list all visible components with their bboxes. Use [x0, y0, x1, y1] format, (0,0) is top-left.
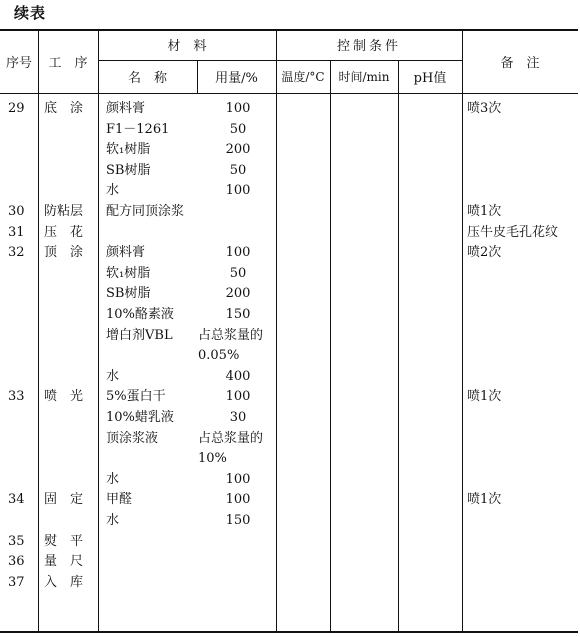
material-name: SB树脂 [106, 286, 151, 302]
header-note: 备 注 [500, 55, 540, 71]
material-amount: 200 [225, 286, 251, 302]
header-no: 序号 [5, 55, 32, 71]
row-number: 30 [8, 204, 25, 219]
material-amount: 100 [225, 183, 251, 199]
row-number: 37 [8, 574, 25, 590]
header-amount: 用量/% [215, 71, 258, 86]
material-amount: 100 [225, 101, 251, 116]
row-number: 29 [8, 101, 25, 116]
material-name: 顶涂浆液 [106, 430, 159, 446]
material-amount: 400 [225, 368, 251, 384]
material-name: 增白剂VBL [106, 327, 173, 343]
row-note: 喷1次 [467, 204, 502, 219]
process-name: 熨 平 [44, 533, 84, 549]
row-note: 喷2次 [467, 245, 502, 261]
process-table [0, 29, 578, 633]
process-name: 顶 涂 [44, 245, 84, 261]
material-name: F1－1261 [106, 121, 170, 137]
col-divider [398, 60, 399, 633]
material-amount: 50 [229, 162, 247, 178]
material-name: 颜料膏 [106, 245, 146, 261]
header-materials: 材 料 [167, 39, 207, 54]
process-name: 量 尺 [44, 554, 84, 570]
row-number: 33 [8, 389, 25, 405]
row-number: 35 [8, 533, 25, 549]
row-number: 31 [8, 224, 25, 240]
material-name: 水 [106, 183, 120, 199]
col-divider [98, 29, 99, 633]
material-name: 5%蛋白干 [106, 389, 166, 405]
material-name: 软₁树脂 [106, 142, 151, 158]
material-amount: 占总浆量的 10% [198, 430, 264, 466]
header-bottom-rule [0, 93, 578, 94]
row-note: 喷1次 [467, 492, 502, 508]
header-temp: 温度/°C [281, 70, 325, 84]
material-amount: 100 [225, 245, 251, 261]
material-amount: 100 [225, 389, 251, 405]
col-divider [330, 60, 331, 633]
col-divider [38, 29, 39, 633]
header-process: 工 序 [48, 55, 88, 71]
material-amount: 100 [225, 492, 251, 508]
material-name: 配方同顶涂浆 [106, 204, 185, 219]
process-name: 压 花 [44, 224, 84, 240]
material-amount: 100 [225, 471, 251, 487]
row-number: 32 [8, 245, 25, 261]
material-name: 水 [106, 368, 120, 384]
material-name: SB树脂 [106, 162, 151, 178]
material-amount: 30 [229, 410, 247, 425]
material-amount: 占总浆量的 0.05% [198, 327, 264, 363]
table-bottom-rule [0, 631, 578, 633]
material-amount: 150 [225, 307, 251, 322]
material-name: 颜料膏 [106, 101, 146, 116]
row-number: 34 [8, 492, 25, 508]
material-name: 10%蜡乳液 [106, 410, 174, 425]
table-caption: 续表 [14, 4, 47, 22]
material-name: 水 [106, 513, 120, 528]
header-name: 名 称 [127, 71, 167, 86]
process-name: 底 涂 [44, 101, 84, 116]
process-name: 喷 光 [44, 389, 84, 405]
header-ph: pH值 [413, 71, 447, 86]
material-amount: 150 [225, 513, 251, 528]
material-name: 软₁树脂 [106, 265, 151, 281]
process-name: 防粘层 [44, 204, 84, 219]
header-control: 控制条件 [336, 39, 401, 54]
material-amount: 50 [229, 265, 247, 281]
header-time: 时间/min [338, 70, 390, 84]
material-name: 水 [106, 471, 120, 487]
material-name: 10%酪素液 [106, 307, 174, 322]
row-note: 喷3次 [467, 101, 502, 116]
material-amount: 50 [229, 121, 247, 137]
material-name: 甲醛 [106, 492, 133, 508]
row-note: 喷1次 [467, 389, 502, 405]
process-name: 入 库 [44, 574, 84, 590]
col-divider [462, 29, 463, 633]
row-number: 36 [8, 554, 25, 570]
material-amount: 200 [225, 142, 251, 158]
process-name: 固 定 [44, 492, 84, 508]
row-note: 压牛皮毛孔花纹 [467, 224, 559, 240]
